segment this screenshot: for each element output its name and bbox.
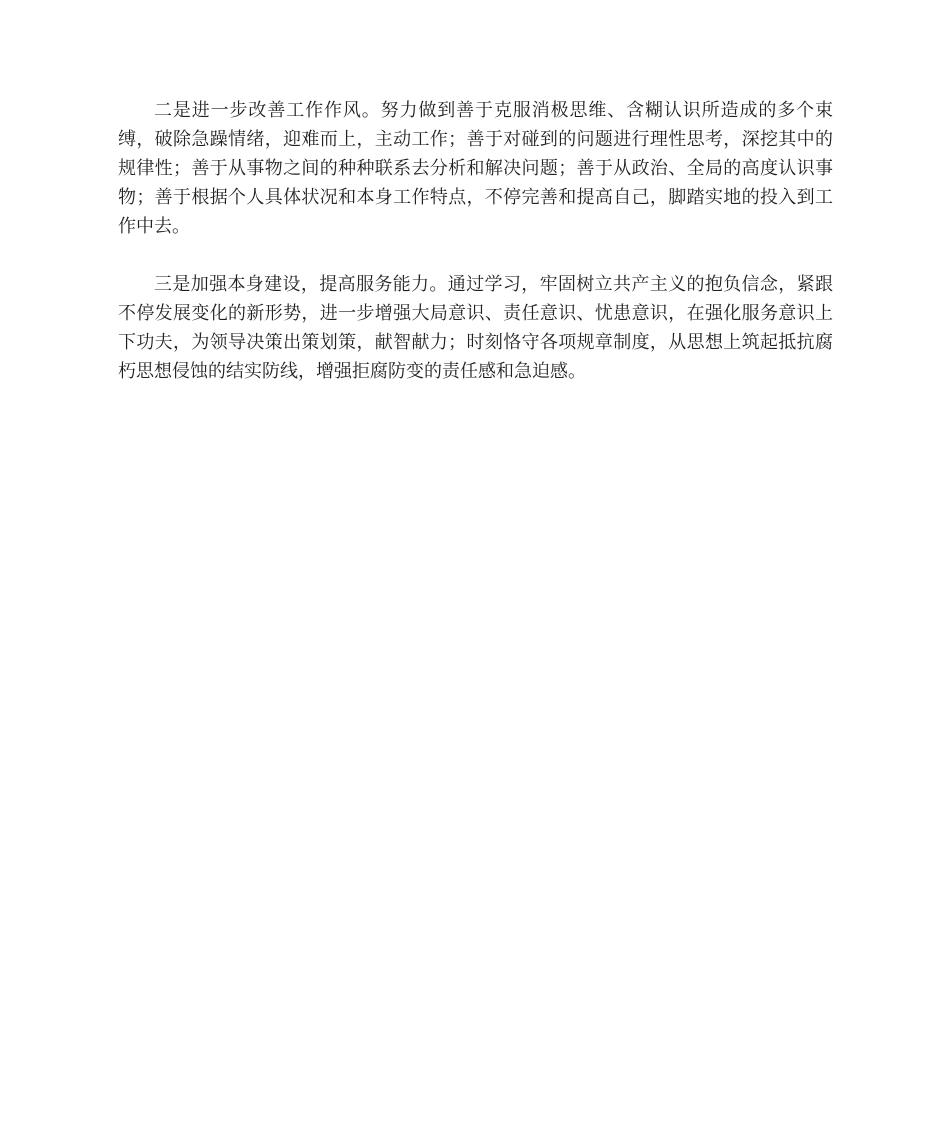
document-body [118, 96, 833, 415]
paragraph-work-style: 二是进一步改善工作作风。努力做到善于克服消极思维、含糊认识所造成的多个束缚，破除急躁情绪，迎难而上，主动工作；善于对碰到的问题进行理性思考，深挖其中的规律性；善于从事物之间的种种联系去分析和解决问题；善于从政治、全局的高度认识事物；善于根据个人具体状况和本身工作特点，不停完善和提高自己，脚踏实地的投入到工作中去。 [118, 100, 833, 237]
paragraph-self-building: 三是加强本身建设，提高服务能力。通过学习，牢固树立共产主义的抱负信念，紧跟不停发展变化的新形势，进一步增强大局意识、责任意识、忧患意识，在强化服务意识上下功夫，为领导决策出策划策，献智献力；时刻恪守各项规章制度，从思想上筑起抵抗腐朽思想侵蚀的结实防线，增强拒腐防变的责任感和急迫感。 [118, 274, 833, 382]
